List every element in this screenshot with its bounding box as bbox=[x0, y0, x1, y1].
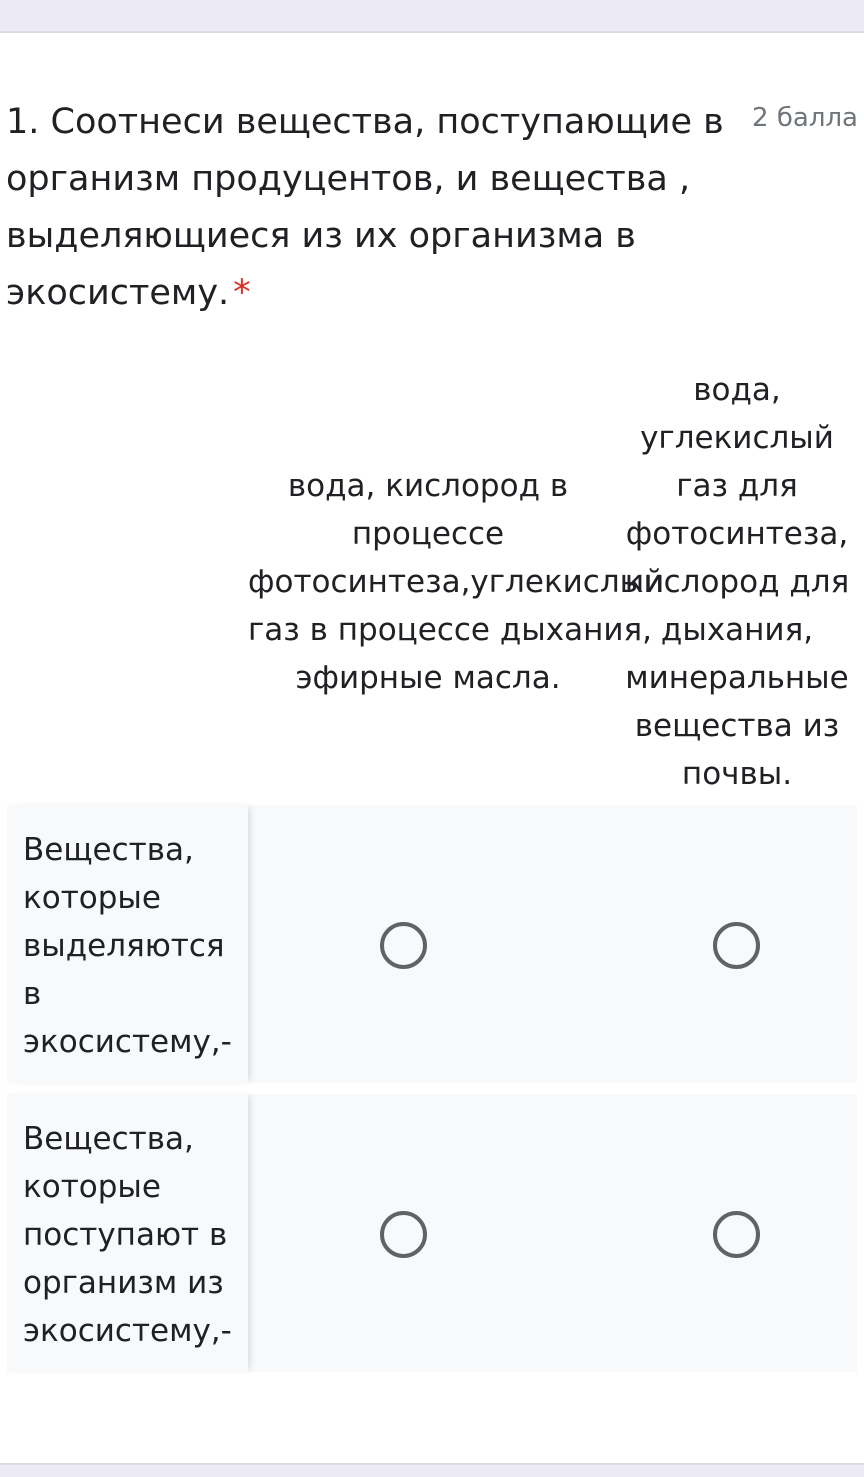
row-label-line: экосистему,- bbox=[23, 1313, 232, 1349]
required-asterisk: * bbox=[233, 273, 251, 313]
question-title-line: организм продуцентов, и вещества , bbox=[6, 159, 691, 199]
column-header-line: процессе bbox=[351, 516, 505, 552]
column-header-2 bbox=[616, 366, 858, 798]
radio-row1-col1[interactable] bbox=[380, 922, 427, 969]
column-header-line: углекислый bbox=[640, 420, 834, 456]
column-header-line: газ для bbox=[676, 468, 798, 504]
row-label-line: в bbox=[23, 976, 42, 1012]
column-header-line: дыхания, bbox=[660, 612, 814, 648]
column-header-line: вода, bbox=[693, 372, 781, 408]
row-label-line: организм из bbox=[23, 1265, 224, 1301]
top-section-band bbox=[0, 0, 864, 33]
row-label-1 bbox=[7, 805, 248, 1083]
row-label-line: поступают в bbox=[23, 1217, 228, 1253]
row-label-line: экосистему,- bbox=[23, 1024, 232, 1060]
question-title-line: экосистему. bbox=[6, 273, 230, 313]
radio-row2-col2[interactable] bbox=[713, 1211, 760, 1258]
column-header-line: фотосинтеза,углекислый bbox=[248, 564, 665, 600]
column-header-line: эфирные масла. bbox=[295, 660, 561, 696]
column-header-line: кислород для bbox=[624, 564, 850, 600]
row-label-line: которые bbox=[23, 880, 161, 916]
column-header-line: вещества из bbox=[634, 708, 840, 744]
question-title bbox=[6, 94, 726, 322]
column-header-line: фотосинтеза, bbox=[625, 516, 849, 552]
column-header-1 bbox=[248, 462, 665, 702]
row-label-line: Вещества, bbox=[23, 1121, 194, 1157]
column-header-line: минеральные bbox=[625, 660, 849, 696]
grid-row-2 bbox=[7, 1094, 857, 1372]
grid-row-1 bbox=[7, 805, 857, 1083]
column-header-line: вода, кислород в bbox=[287, 468, 569, 504]
column-header-line: почвы. bbox=[681, 756, 793, 792]
question-title-line: выделяющиеся из их организма в bbox=[6, 216, 636, 256]
question-title-line: 1. Соотнеси вещества, поступающие в bbox=[6, 102, 724, 142]
column-header-line: газ в процессе дыхания, bbox=[248, 612, 653, 648]
row-label-line: Вещества, bbox=[23, 832, 194, 868]
bottom-section-band bbox=[0, 1463, 864, 1477]
row-label-2 bbox=[7, 1094, 248, 1372]
row-label-line: которые bbox=[23, 1169, 161, 1205]
radio-row2-col1[interactable] bbox=[380, 1211, 427, 1258]
row-label-line: выделяются bbox=[23, 928, 225, 964]
radio-row1-col2[interactable] bbox=[713, 922, 760, 969]
points-label: 2 балла bbox=[752, 103, 858, 133]
